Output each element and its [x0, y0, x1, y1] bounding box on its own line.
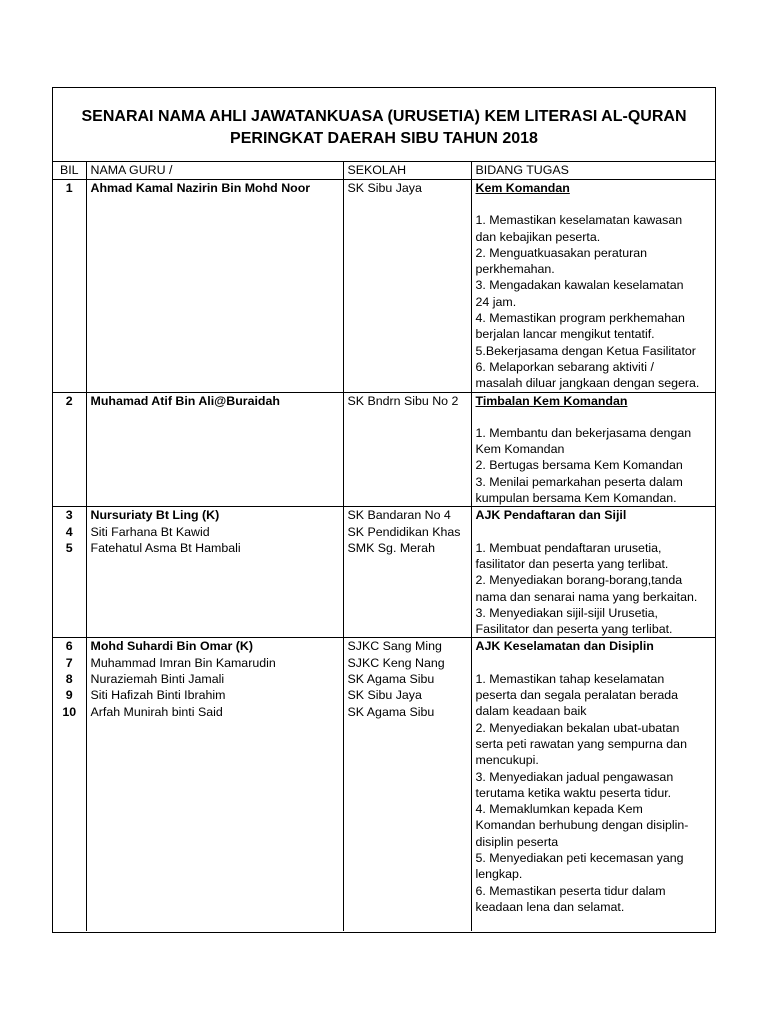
name-cell	[86, 180, 343, 393]
school-name: SJKC Sang Ming	[347, 639, 442, 654]
task-line: keadaan lena dan selamat.	[475, 899, 625, 914]
task-line: 3. Mengadakan kawalan keselamatan	[475, 278, 684, 293]
bil-number: 3	[65, 508, 73, 523]
teacher-name: Muhamad Atif Bin Ali@Buraidah	[90, 393, 280, 408]
bil-number: 1	[65, 181, 73, 195]
document-page	[52, 87, 716, 933]
task-line: terutama ketika waktu peserta tidur.	[475, 785, 672, 800]
bil-number: 5	[65, 540, 73, 555]
school-cell	[343, 638, 471, 932]
task-line: serta peti rawatan yang sempurna dan	[475, 736, 687, 751]
task-cell	[471, 180, 715, 393]
task-line: 1. Memastikan keselamatan kawasan	[475, 213, 683, 228]
task-line: dan kebajikan peserta.	[475, 229, 601, 244]
bil-number: 7	[65, 655, 73, 670]
task-line: 2. Menyediakan borang-borang,tanda	[475, 573, 683, 588]
teacher-name: Nursuriaty Bt Ling (K)	[90, 508, 220, 523]
school-name: SMK Sg. Merah	[347, 540, 435, 555]
bil-number: 6	[65, 639, 73, 654]
title-line-1: SENARAI NAMA AHLI JAWATANKUASA (URUSETIA) KEM LITERASI AL-QURAN	[81, 108, 687, 125]
title-line-2: PERINGKAT DAERAH SIBU TAHUN 2018	[230, 130, 538, 147]
task-cell	[471, 507, 715, 638]
task-line: 2. Menyediakan bekalan ubat-ubatan	[475, 720, 680, 735]
school-name: SK Sibu Jaya	[347, 181, 422, 195]
task-line: dalam keadaan baik	[475, 704, 587, 719]
table-row	[53, 392, 715, 507]
teacher-name: Mohd Suhardi Bin Omar (K)	[90, 639, 253, 654]
task-line: perkhemahan.	[475, 262, 555, 277]
task-line: 3. Menyediakan jadual pengawasan	[475, 769, 674, 784]
header-task: BIDANG TUGAS	[471, 162, 715, 180]
task-line: 4. Memastikan program perkhemahan	[475, 311, 685, 326]
teacher-name: Muhammad Imran Bin Kamarudin	[90, 655, 276, 670]
header-school: SEKOLAH	[343, 162, 471, 180]
task-line: mencukupi.	[475, 753, 539, 768]
school-name: SJKC Keng Nang	[347, 655, 445, 670]
bil-cell	[53, 638, 86, 932]
task-title: AJK Pendaftaran dan Sijil	[475, 508, 627, 523]
task-line: Komandan berhubung dengan disiplin-	[475, 818, 689, 833]
task-line: fasilitator dan peserta yang terlibat.	[475, 556, 669, 571]
bil-cell	[53, 180, 86, 393]
name-cell	[86, 638, 343, 932]
bil-number: 9	[65, 688, 73, 703]
school-name: SK Pendidikan Khas	[347, 524, 461, 539]
table-row	[53, 507, 715, 638]
committee-table	[53, 162, 715, 931]
task-cell	[471, 392, 715, 507]
task-line: Fasilitator dan peserta yang terlibat.	[475, 622, 673, 637]
document-title	[53, 88, 715, 162]
task-line: nama dan senarai nama yang berkaitan.	[475, 589, 698, 604]
task-line: 1. Memastikan tahap keselamatan	[475, 671, 665, 686]
bil-number: 8	[65, 672, 73, 687]
task-line: 4. Memaklumkan kepada Kem	[475, 802, 643, 817]
task-line: peserta dan segala peralatan berada	[475, 688, 679, 703]
bil-number: 4	[65, 524, 73, 539]
school-cell	[343, 507, 471, 638]
task-line: Kem Komandan	[475, 442, 565, 457]
task-title: Timbalan Kem Komandan	[475, 393, 628, 408]
school-name: SK Bandaran No 4	[347, 508, 451, 523]
school-name: SK Agama Sibu	[347, 672, 435, 687]
teacher-name: Siti Farhana Bt Kawid	[90, 524, 210, 539]
task-line: berjalan lancar mengikut tentatif.	[475, 327, 655, 342]
school-cell	[343, 180, 471, 393]
task-title: AJK Keselamatan dan Disiplin	[475, 639, 654, 654]
task-title: Kem Komandan	[475, 181, 570, 195]
school-name: SK Sibu Jaya	[347, 688, 422, 703]
table-row	[53, 180, 715, 393]
task-line: 1. Membuat pendaftaran urusetia,	[475, 540, 662, 555]
bil-number: 10	[62, 704, 77, 719]
task-line: 1. Membantu dan bekerjasama dengan	[475, 425, 692, 440]
name-cell	[86, 507, 343, 638]
task-line: 5.Bekerjasama dengan Ketua Fasilitator	[475, 343, 696, 358]
school-name: SK Agama Sibu	[347, 704, 435, 719]
task-line: masalah diluar jangkaan dengan segera.	[475, 376, 700, 391]
teacher-name: Arfah Munirah binti Said	[90, 704, 223, 719]
header-name: NAMA GURU /	[86, 162, 343, 180]
name-cell	[86, 392, 343, 507]
teacher-name: Nuraziemah Binti Jamali	[90, 672, 225, 687]
header-bil: BIL	[53, 162, 86, 180]
task-line: 5. Menyediakan peti kecemasan yang	[475, 850, 684, 865]
task-line: 6. Melaporkan sebarang aktiviti /	[475, 359, 654, 374]
task-cell	[471, 638, 715, 932]
teacher-name: Siti Hafizah Binti Ibrahim	[90, 688, 226, 703]
task-line: 24 jam.	[475, 294, 517, 309]
table-header-row	[53, 162, 715, 180]
task-line: 3. Menilai pemarkahan peserta dalam	[475, 474, 683, 489]
task-line: 3. Menyediakan sijil-sijil Urusetia,	[475, 605, 658, 620]
task-line: 2. Menguatkuasakan peraturan	[475, 245, 648, 260]
task-line: lengkap.	[475, 867, 523, 882]
school-cell	[343, 392, 471, 507]
school-name: SK Bndrn Sibu No 2	[347, 393, 459, 408]
bil-number: 2	[65, 393, 73, 408]
teacher-name: Ahmad Kamal Nazirin Bin Mohd Noor	[90, 181, 311, 195]
task-line: 2. Bertugas bersama Kem Komandan	[475, 458, 683, 473]
bil-cell	[53, 392, 86, 507]
task-line: disiplin peserta	[475, 834, 559, 849]
bil-cell	[53, 507, 86, 638]
task-line: kumpulan bersama Kem Komandan.	[475, 491, 677, 506]
teacher-name: Fatehatul Asma Bt Hambali	[90, 540, 241, 555]
task-line: 6. Memastikan peserta tidur dalam	[475, 883, 666, 898]
table-row	[53, 638, 715, 932]
